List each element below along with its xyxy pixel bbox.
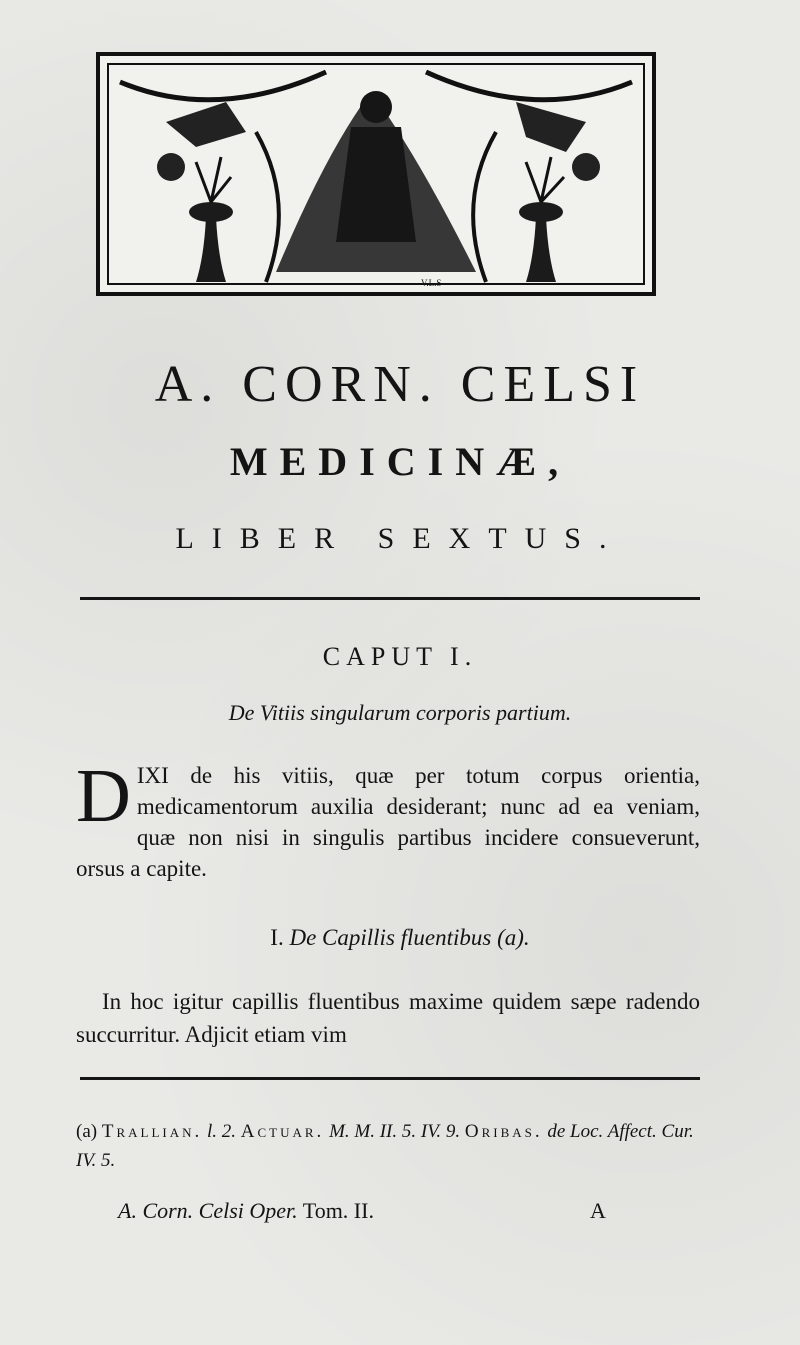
chapter-subtitle: De Vitiis singularum corporis partium. xyxy=(228,700,572,725)
footnote-author-2: Actuar. xyxy=(240,1121,325,1142)
footnote-divider xyxy=(80,1077,700,1080)
drop-cap: D xyxy=(76,754,131,838)
section-title: De Capillis fluentibus xyxy=(289,925,492,950)
footer-title: A. Corn. Celsi Oper. xyxy=(118,1198,298,1223)
footnote-mark: (a) xyxy=(76,1121,98,1142)
paragraph-1 xyxy=(76,754,700,884)
book-title-author: A. CORN. CELSI xyxy=(154,356,646,413)
decorative-headpiece-image xyxy=(96,52,656,296)
section-heading xyxy=(0,925,800,951)
book-title-main: MEDICINÆ, xyxy=(229,439,571,484)
footnote xyxy=(76,1117,706,1175)
ornament-initials: V.L.S xyxy=(421,278,442,288)
book-title-liber: LIBER SEXTUS. xyxy=(175,522,625,555)
section-number: I. xyxy=(270,925,284,950)
title-divider xyxy=(80,597,700,600)
paragraph-1-text: IXI de his vitiis, quæ per totum corpus orientia, medicamentorum auxilia desiderant; nunc ad ea veniam, quæ non nisi in singulis partibus incidere consueverunt, orsus a capite. xyxy=(76,763,700,881)
paragraph-2: In hoc igitur capillis fluentibus maxime quidem sæpe radendo succurritur. Adjicit etiam vim xyxy=(76,989,700,1047)
footnote-author-1: Trallian. xyxy=(101,1121,203,1142)
page-footer xyxy=(118,1198,618,1224)
footnote-author-3: Oribas. xyxy=(464,1121,543,1142)
footnote-ref-4: de Loc. Affect. Cur. IV. 5. xyxy=(76,1121,694,1171)
section-note-ref: (a). xyxy=(497,925,530,950)
footnote-ref-3: IV. 9. xyxy=(420,1121,461,1142)
footnote-ref-1: l. 2. xyxy=(207,1121,237,1142)
footnote-ref-2: M. M. II. 5. xyxy=(329,1121,417,1142)
signature-mark: A xyxy=(590,1198,606,1223)
chapter-heading: CAPUT I. xyxy=(322,642,478,671)
footer-tome: Tom. II. xyxy=(302,1198,374,1223)
